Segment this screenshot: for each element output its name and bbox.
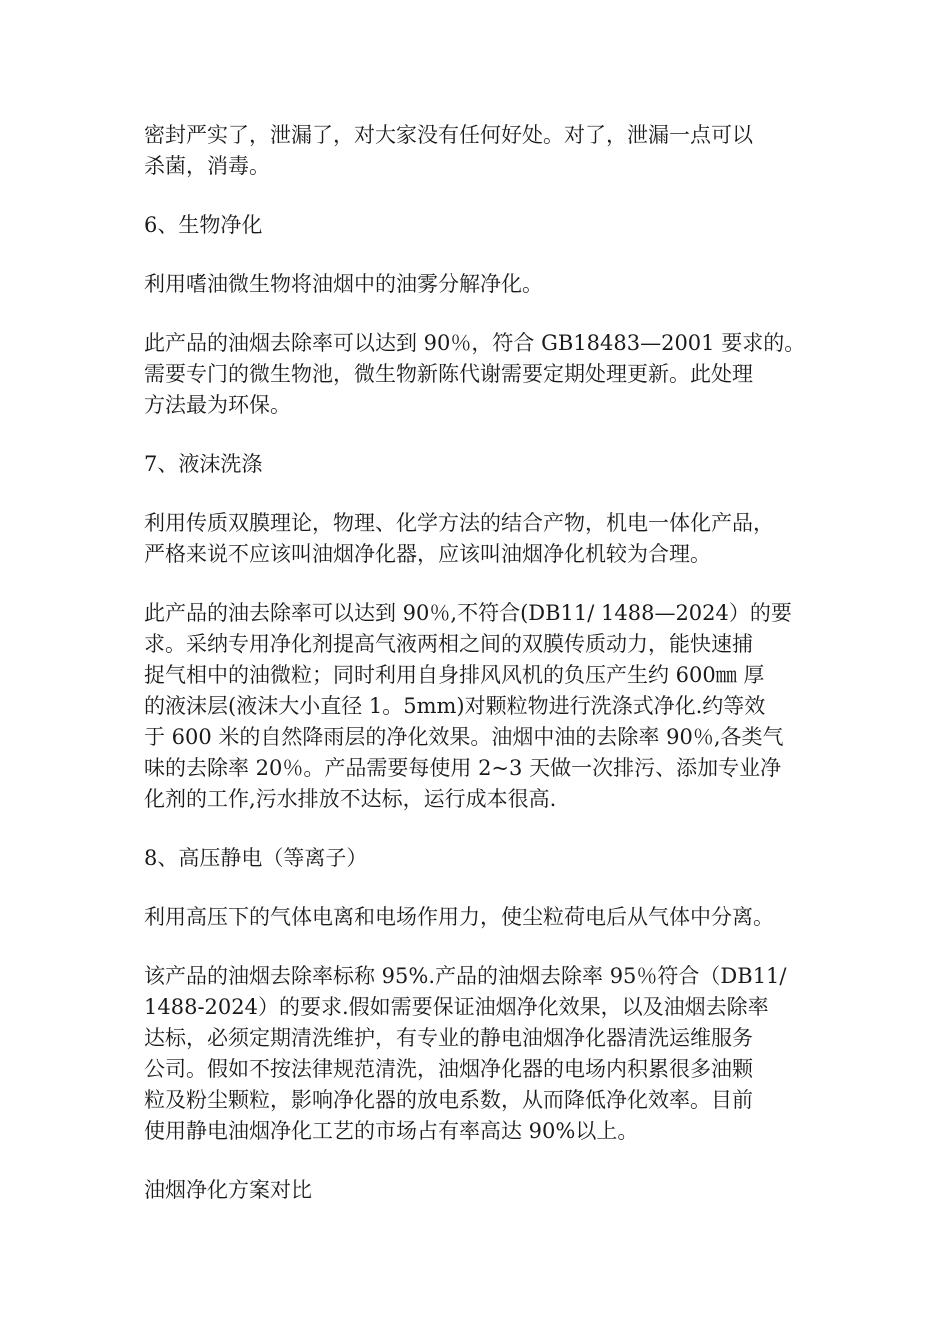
paragraph-electrostatic-method: 利用高压下的气体电离和电场作用力，使尘粒荷电后从气体中分离。 xyxy=(144,905,774,929)
paragraph-electrostatic-performance: 该产品的油烟去除率标称 95%.产品的油烟去除率 95％符合（DB11/ 1488-2024）的要求.假如需要保证油烟净化效果，以及油烟去除率 达标，必须定期清洗维护，有专业的静电油烟净化器清洗运维服务 公司。假如不按法律规范清洗，油烟净化器的电场内积累很多油颗 粒及粉尘颗粒，影响净化器的放电系数，从而降低净化效率。目前 使用静电油烟净化工艺的市场占有率高达 90%以上。 xyxy=(144,964,787,1143)
paragraph-washing-performance: 此产品的油去除率可以达到 90％,不符合(DB11/ 1488—2024）的要 求。采纳专用净化剂提高气液两相之间的双膜传质动力，能快速捕 捉气相中的油微粒；同时利用自身排风风机的负压产生约 600㎜ 厚 的液沫层(液沫大小直径 1。5mm)对颗粒物进行洗涤式净化.约等效 于 600 米的自然降雨层的净化效果。油烟中油的去除率 90％,各类气 味的去除率 20％。产品需要每使用 2~3 天做一次排污、添加专业净 化剂的工作,污水排放不达标，运行成本很高. xyxy=(144,601,792,811)
heading-liquid-foam-washing: 7、液沫洗涤 xyxy=(144,452,263,476)
paragraph-biological-method: 利用嗜油微生物将油烟中的油雾分解净化。 xyxy=(144,272,543,296)
paragraph-washing-method: 利用传质双膜理论，物理、化学方法的结合产物，机电一体化产品， 严格来说不应该叫油烟净化器，应该叫油烟净化机较为合理。 xyxy=(144,511,774,566)
paragraph-biological-performance: 此产品的油烟去除率可以达到 90％，符合 GB18483—2001 要求的。 需要专门的微生物池，微生物新陈代谢需要定期处理更新。此处理 方法最为环保。 xyxy=(144,331,806,417)
heading-high-voltage-electrostatic: 8、高压静电（等离子） xyxy=(144,846,368,870)
heading-solution-comparison: 油烟净化方案对比 xyxy=(144,1178,312,1202)
heading-biological-purification: 6、生物净化 xyxy=(144,213,263,237)
paragraph-leak-note: 密封严实了，泄漏了，对大家没有任何好处。对了，泄漏一点可以 杀菌，消毒。 xyxy=(144,123,753,178)
document-page xyxy=(144,120,810,1234)
